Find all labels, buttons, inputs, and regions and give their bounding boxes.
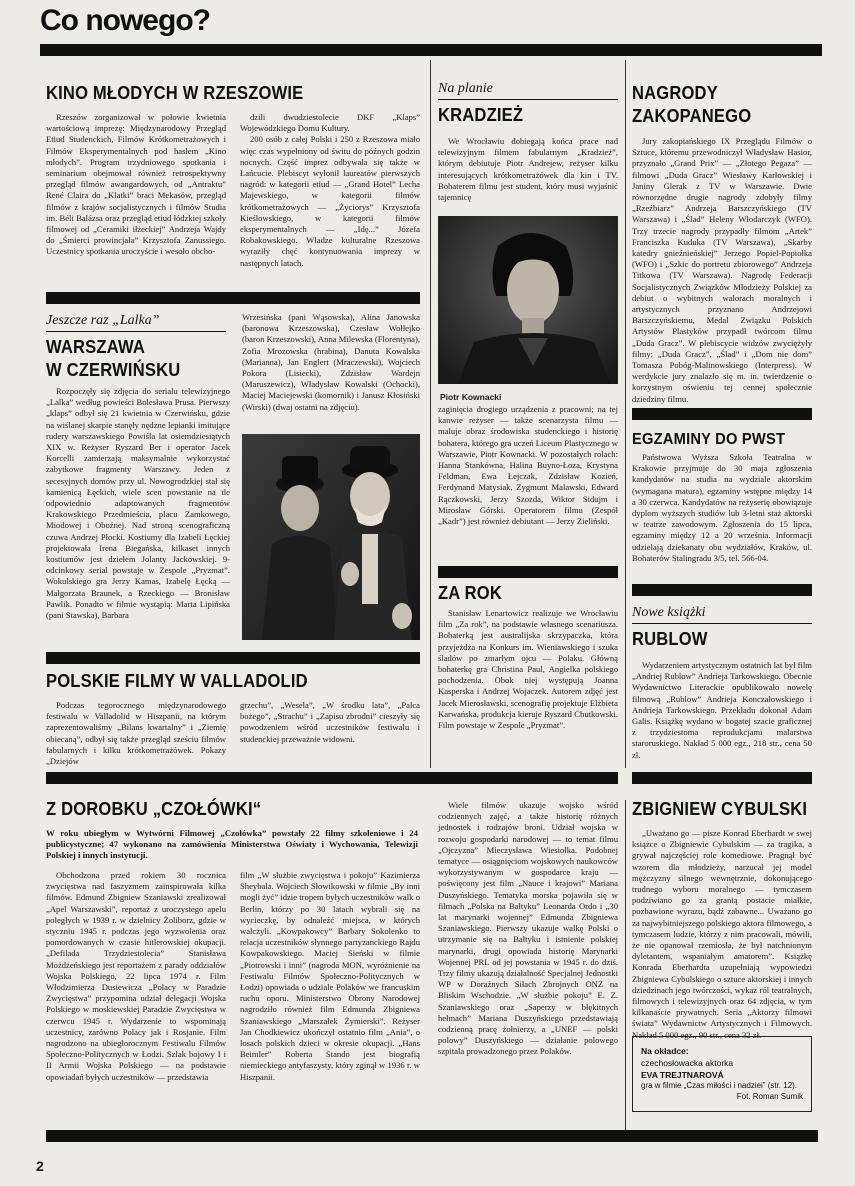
- czolowka-headline: Z DOROBKU „CZOŁÓWKI“: [46, 799, 262, 819]
- kradziez-photo: [438, 216, 618, 384]
- cover-film-info: gra w filmie „Czas miłości i nadziei” (str. 12).: [641, 1081, 798, 1090]
- kino-paragraph: dzili dwudziestolecie DKF „Klaps” Wojewódzkiego Domu Kultury.: [240, 112, 420, 134]
- top-rule: [40, 44, 822, 56]
- cover-label: Na okładce:: [641, 1046, 689, 1056]
- kino-paragraph: 200 osób z całej Polski i 250 z Rzeszowa miało więc czas wypełniony od świtu do późnych godzin nocnych. Część imprez odbywała się także w Łańcucie. Plebiscyt wyłonił laureatów pierwszych nagród: w kategorii etiud — „Grand Hotel” Lecha Majewskiego, w kategorii filmów krótkometrażowych — „Życiorys” Krzysztofa Kieślowskiego, w kategorii filmów eksperymentalnych — „Idę...” Józefa Robakowskiego. Władze kulturalne Rzeszowa wyraziły chęć kontynuowania imprezy w następnych latach.: [240, 134, 420, 268]
- lalka-photo-image: [242, 434, 420, 640]
- section-rule: [438, 566, 618, 578]
- nagrody-headline-line1: NAGRODY: [632, 83, 718, 103]
- lalka-kicker: [46, 312, 226, 332]
- zarok-headline: ZA ROK: [438, 583, 502, 603]
- lalka-kicker-text: Jeszcze raz „Lalka”: [46, 312, 226, 332]
- czolowka-lead: W roku ubiegłym w Wytwórni Filmowej „Czołówka” powstały 22 filmy szkoleniowe i 24 publicystyczne; 47 wykonano na zamówienia Ministerstwa Oświaty i Wychowania, Telewizji Polskiej i innych instytucji.: [46, 828, 418, 861]
- cybulski-text: [632, 828, 812, 1040]
- czolowka-text-col2: [240, 870, 420, 1114]
- cybulski-paragraph: „Uważano go — pisze Konrad Eberhardt w swej książce o Zbigniewie Cybulskim — za tragika, a grywał najczęściej role komediowe. Pragnął być wzorem dla młodzieży, narzucał jej model mężczyzny silnego wewnętrznie, dokonującego trudnego wyboru moralnego — tymczasem podziwiano go za granią postacie miałkie, pozbawione wyrazu, bądź zabawne... Uważano go za najwybitniejszego polskiego aktora filmowego, a tymczasem ludzie, którzy z nim pracowali, mówili, że nie opanował rzemiosła, że był natchnionym dyletantem, wspaniałym amatorem”. Książkę Konrada Eberhardta uzupełniają wypowiedzi Zbigniewa Cybulskiego o sztuce aktorskiej i innych dziedzinach jego twórczości, wykaz ról teatralnych, filmowych i telewizyjnych oraz 64 zdjęcia, w tym kilkanaście prywatnych. Seria „Aktorzy filmowi świata” Wydawnictw Artystycznych i Filmowych. Nakład 5 000 egz., 90 str., cena 32 zł.: [632, 828, 812, 1040]
- kino-paragraph: Rzeszów zorganizował w połowie kwietnia wartościową imprezę: Międzynarodowy Przegląd Etiud Studenckich, Filmów Krótkometrażowych i Filmów Eksperymentalnych pod hasłem „Kino młodych”. Program trzydniowego spotkania i seminarium obejmował również retrospektywny przegląd filmów awangardowych, od „Antraktu” René Claira do „Klatki” braci Mekasów, przegląd filmów z krajów socjalistycznych i filmów Studia im. Béli Balázsa oraz przegląd etiud łódzkiej szkoły filmowej od „Ceramiki iłżeckiej” Andrzeja Wajdy do „Śmierci prowincjała” Krzysztofa Zanussiego. Uczestnicy spotkania uroczyście i wesoło obcho-: [46, 112, 226, 257]
- section-rule: [46, 772, 618, 784]
- zarok-paragraph: Stanisław Lenartowicz realizuje we Wrocławiu film „Za rok”, na podstawie własnego scenariusza. Bohaterką jest australijska skrzypaczka, która przyjeżdża na Konkurs im. Wieniawskiego i szuka śladów po zmarłym ojcu — Polaku. Główną bohaterkę gra Christina Paul, Angielka polskiego pochodzenia. Obok niej występują Joanna Kasperska i Andrzej Wojaczek. Autorem zdjęć jest Jacek Mierosławski, scenografię projektuje Elżbieta Karwańska, produkcja kieruje Ryszard Chutkowski. Film powstaje w Zespole „Pryzmat”.: [438, 608, 618, 731]
- cover-info-box: [632, 1036, 812, 1112]
- bottom-rule: [46, 1130, 818, 1142]
- kino-headline: KINO MŁODYCH W RZESZOWIE: [46, 83, 304, 103]
- kradziez-text: [438, 404, 618, 560]
- kradziez-photo-caption: Piotr Kownacki: [440, 392, 502, 402]
- valladolid-paragraph: Podczas tegorocznego międzynarodowego festiwalu w Valladolid w Hiszpanii, na którym zaprezentowaliśmy „Bilans kwartalny” i „Ziemię obiecaną”, odbył się także przegląd sześciu filmów fabularnych i kilku krótkometrażówek. Pokazy „Dziejów: [46, 700, 226, 767]
- lalka-headline-line1: WARSZAWA: [46, 337, 146, 357]
- lalka-headline-line2: W CZERWIŃSKU: [46, 360, 181, 380]
- rublow-kicker-text: Nowe książki: [632, 604, 812, 624]
- page-title: Co nowego?: [40, 4, 210, 37]
- czolowka-text-col3: [438, 800, 618, 1114]
- valladolid-text-col1: [46, 700, 226, 767]
- cover-photo-credit: Fot. Roman Sumik: [736, 1092, 803, 1101]
- valladolid-headline: POLSKIE FILMY W VALLADOLID: [46, 671, 308, 691]
- kino-text-col2: [240, 112, 420, 280]
- kradziez-intro: [438, 136, 618, 214]
- zarok-text: [438, 608, 618, 766]
- page-number: 2: [36, 1158, 44, 1174]
- lalka-text-col1: [46, 386, 230, 640]
- lalka-paragraph: Wrzesińska (pani Wąsowska), Alina Janowska (baronowa Krzeszowska), Czesław Wołłejko (baron Krzeszowski), Anna Milewska (Florentyna), Zofia Mrozowska (hrabina), Danuta Kowalska (Marianna), Jan Englert (Mraczewski), Wojciech Pokora (Lisiecki), Zdzisław Wardejn (Maruszewicz), Władysław Kowalski (Ochocki), Maciej Maciejewski (komornik) i Janusz Kłosiński (Wirski) (dwaj ostatni na zdjęciu).: [242, 312, 420, 412]
- czolowka-paragraph: film „W służbie zwycięstwa i pokoju” Kazimierza Sheybala. Wojciech Słowikowski w filmie „By inni mogli żyć” idzie tropem byłych uczestników walk o Berlin, którzy po 30 latach wybrali się na wycieczkę, by odnaleźć miejsca, w których walczyli. „Kowpakowcy” Barbary Sokolenko to relacja uczestników słynnego partyzanckiego Rajdu Kowpakowskiego. Maciej Sieński w filmie „Piotrowski i inni” (nagroda MON, wyróżnienie na Festiwalu Filmów Społeczno-Politycznych w Łodzi) opowiada o udziale Polaków we francuskim ruchu oporu. Ministerstwo Obrony Narodowej nagrodziło również film Edmunda Zbigniewa Szaniawskiego „Marszałek Żymierski”. Reżyser Jan Chodkiewicz ukończył ostatnio film „Ania”, o losach polskich dzieci w okresie okupacji. „Hans Beimler” Roberta Stando jest biografią niemieckiego antyfaszysty, który zginął w 1936 r. w Hiszpanii.: [240, 870, 420, 1082]
- section-rule: [632, 584, 812, 596]
- czolowka-paragraph: Obchodzona przed rokiem 30 rocznica zwycięstwa nad faszyzmem zainspirowała kilka filmów. Edmund Zbigniew Szaniawski zrealizował „Apel Warszawski”, reportaż z uroczystego apelu poległych w 1939 r. w dzielnicy Żoliborz, gdzie w styczniu 1945 r. podczas jego wyzwolenia oraz pomordowanych w czasie hitlerowskiej okupacji. „Defilada Trzydziestolecia” Stanisława Możdżeńskiego jest reportażem z parady oddziałów Wojska Polskiego, 22 lipca 1974 r. Film Włodzimierza Dusiewicza „Polacy w Paradzie Zwycięstwa” przypomina udział delegacji Wojska Polskiego w moskiewskiej Paradzie Zwycięstwa w czerwcu 1945 r. Wydarzenie to wspominają uczestnicy, zarówno Polacy jak i Rosjanie. Film nagrodzono na ubiegłorocznym Festiwalu Filmów Społeczno-Politycznych w Łodzi. Szlak bojowy I i II Armii Wojska Polskiego — na podstawie opowiadań byłych uczestników — przedstawia: [46, 870, 226, 1082]
- nagrody-paragraph: Jury zakopiańskiego IX Przeglądu Filmów o Sztuce, któremu przewodniczył Władysław Hasior, przyznało „Grand Prix” — „Złotego Pegaza” — filmowi „Duda Gracz” Wiesławy Karłowskiej i Janiny Glerak z TV w Warszawie. Dwie równorzędne drugie nagrody zdobyły filmy „Rzeźbiarz” Andrzeja Barszczyńskiego (TV Warszawa) i „Ślad” Heleny Włodarczyk (WFO). Trzy trzecie nagrody przypadły filmom „Artek” Franciszka Kuduka (TV Warszawa), „Skarby katedry gnieźnieńskiej” Jerzego Popiel-Popiołka (WFO) i „Szkic do portretu zbiorowego” Andrzeja Titkowa (TV Warszawa). Nagrodę Federacji Socjalistycznych Związków Młodzieży Polskiej za debiut o wybitnych walorach moralnych i artystycznych przyznano Andrzejowi Barszczyńskiemu, Medal Związku Polskich Artystów Plastyków przypadł twórcom filmu „Duda Gracz”. W plebiscycie widzów zwyciężyły filmy: „Duda Gracz”, „Ślad” i „Dom nie dom” Tomasza Pobóg-Malinowskiego (Interpress). W werdykcie jury znalazło się m. in. twierdzenie o korzystnym oświeniu tej cennej społecznie dziedziny filmu.: [632, 136, 812, 404]
- lalka-paragraph: Rozpoczęły się zdjęcia do serialu telewizyjnego „Lalka” według powieści Bolesława Prusa. Pierwszy „klaps” odbył się 21 kwietnia w Czerwińsku, gdzie na wiślanej skarpie stanęły nędzne lepianki imitujące rudery warszawskiego Powiśla lat osiemdziesiątych XIX w. Reżyser Ryszard Ber i operator Jacek Korcelli zamierzają maksymalnie wykorzystać zabytkowe fragmenty Warszawy. Jeden z secesyjnych domów przy ul. Nowogrodzkiej stał się kamienicą Łęckich, wiele scen powstanie na tle odpowiednio adaptowanych fragmentów Krakowskiego Przedmieścia, placu Zamkowego, Miodowej i Oboźnej. Nad stroną scenograficzną czuwa Andrzej Płocki. Kostiumy dla Izabeli Łęckiej projektowała Irena Biegańska, kilkaset innych kostiumów jest dziełem Jolanty Jackowskiej. 9-odcinkowy serial powstaje w Zespole „Pryzmat”. Wokulskiego gra Jerzy Kamas, Izabelę Łęcką — Małgorzata Braunek, a Rzeckiego — Bronisław Pawlik. Ponadto w filmie wystąpią: Marta Lipińska (pani Stawska), Barbara: [46, 386, 230, 621]
- kradziez-headline: KRADZIEŻ: [438, 105, 524, 125]
- czolowka-paragraph: Wiele filmów ukazuje wojsko wśród codziennych zajęć, a także historię różnych jednostek i rodzajów broni. Udział wojska w rozwoju gospodarki narodowej — to temat filmu „Ojczyzna” Mieczysława Wiesiołka. Podobnej tematyce — osiągnięciom wojskowych naukowców wykorzystywanym w gospodarce kraju — poświęcony jest film „Nauce i krajowi” Mariana Duszyńskiego. Tematyka morska pojawiła się w filmach „Polska na Bałtyku” Leonarda Ordo i „30 lat marynarki wojennej” Edmunda Zbigniewa Szaniawskiego. Pierwszy ukazuje walkę Polski o utrzymanie się na Bałtyku i istnienie polskiej marynarki, drugi opowiada historię Marynarki Wojennej PRL od jej powstania w 1945 r. do dziś. Trzy filmy ukazują działalność Specjalnej Jednostki WP w Doraźnych Siłach Zbrojnych ONZ na Bliskim Wschodzie. „W służbie pokoju” E. Z. Szaniawskiego oraz „Saperzy w błękitnych hełmach” Mariana Duszyńskiego przedstawiają codzienną pracę żołnierzy, a „UNEF — polski polowy” Duszyńskiego — działanie polowego szpitala prowadzonego przez Polaków.: [438, 800, 618, 1057]
- egzaminy-text: [632, 452, 812, 580]
- section-rule: [46, 652, 420, 664]
- kradziez-photo-image: [438, 216, 618, 384]
- egzaminy-paragraph: Państwowa Wyższa Szkoła Teatralna w Krakowie przyjmuje do 30 maja zgłoszenia kandydatów na studia na wydziale aktorskim (wymagana matura), egzaminy wstępne między 14 a 30 czerwca. Kandydatów na reżyserię obowiązuje dyplom wyższych studiów lub 3-letni staż aktorski w teatrze zawodowym. Zgłoszenia do 15 lipca, egzaminy między 12 a 20 września. Informacji udzielają dziekanaty obu wydziałów, Kraków, ul. Bohaterów Stalingradu 3/5, tel. 566-04.: [632, 452, 812, 563]
- valladolid-paragraph: grzechu”, „Wesela”, „W środku lata”, „Palca bożego”, „Strachu” i „Zapisu zbrodni” cieszyły się powodzeniem wśród uczestników festiwalu i studenckiej przeważnie widowni.: [240, 700, 420, 744]
- egzaminy-headline: EGZAMINY DO PWST: [632, 431, 786, 448]
- kradziez-paragraph: zaginięcia drogiego urządzenia z pracowni; na tej kanwie reżyser — także scenarzysta filmu — maluje obraz środowiska studenckiego i historię bohatera, którego gra uczeń Liceum Plastycznego w Warszawie, Piotr Kownacki. W pozostałych rolach: Hanna Stankówna, Halina Buyno-Łoza, Krystyna Feldman, Ewa Łejczak, Zdzisław Kozień, Ferdynand Matysiak, Zygmunt Malawski, Edward Rączkowski, Jerzy Szozda, Wiktor Sidujm i Mirosław Górski. Operatorem filmu (Zespół „Kadr”) jest również debiutant — Jerzy Zieliński.: [438, 404, 618, 527]
- section-rule: [632, 408, 812, 420]
- kradziez-kicker-text: Na planie: [438, 80, 618, 100]
- cover-description: czechosłowacka aktorka: [641, 1058, 734, 1068]
- section-rule: [632, 772, 812, 784]
- lalka-photo: [242, 434, 420, 640]
- kradziez-kicker: [438, 80, 618, 100]
- rublow-text: [632, 660, 812, 764]
- column-divider: [430, 60, 431, 768]
- section-rule: [46, 292, 420, 304]
- valladolid-text-col2: [240, 700, 420, 764]
- rublow-paragraph: Wydarzeniem artystycznym ostatnich lat był film „Andriej Rublow” Andrieja Tarkowskiego. Obecnie Wydawnictwo Literackie opublikowało nowelę filmową „Rublow” Andrieja Konczałowskiego i Andrieja Tarkowskiego. Przekładu dokonał Adam Galis. Książkę wydano w bogatej szacie graficznej z trzydziestoma reprodukcjami malarstwa staroruskiego. Nakład 5 000 egz., 218 str., cena 50 zł.: [632, 660, 812, 760]
- czolowka-text-col1: [46, 870, 226, 1114]
- rublow-headline: RUBLOW: [632, 629, 708, 649]
- nagrody-headline-line2: ZAKOPANEGO: [632, 106, 752, 126]
- nagrody-text: [632, 136, 812, 404]
- column-divider: [625, 60, 626, 768]
- kino-text-col1: [46, 112, 226, 280]
- cybulski-headline: ZBIGNIEW CYBULSKI: [632, 799, 808, 819]
- kradziez-paragraph: We Wrocławiu dobiegają końca prace nad telewizyjnym filmem fabularnym „Kradzież”, którym debiutuje Piotr Andrejew, reżyser kilku interesujących krótkometrażówek dla kin i TV. Bohaterem filmu jest student, który musi wyjaśnić tajemnicę: [438, 136, 618, 203]
- cover-actress-name: EVA TREJTNAROVÁ: [641, 1070, 724, 1080]
- rublow-kicker: [632, 604, 812, 624]
- lalka-text-col2: [242, 312, 420, 426]
- column-divider: [625, 800, 626, 1130]
